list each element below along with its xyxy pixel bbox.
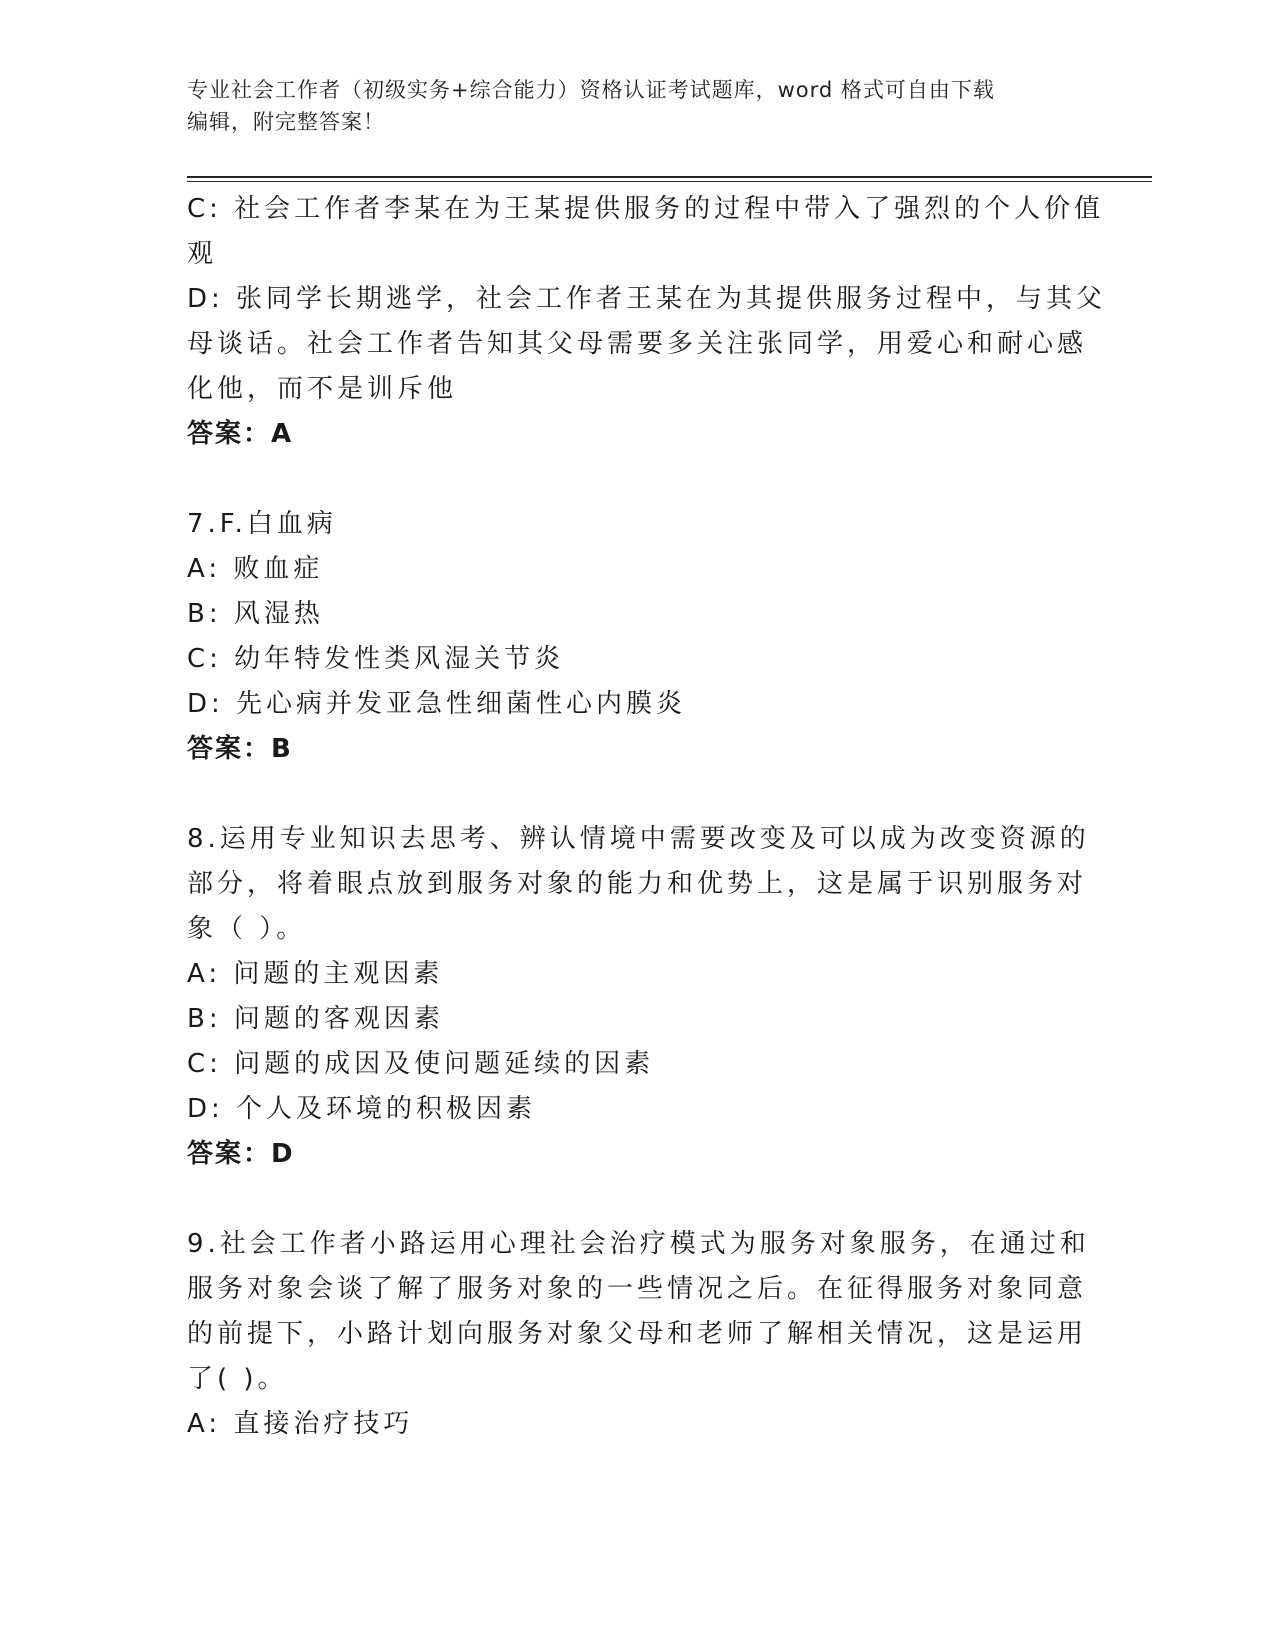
header-line-2: 编辑，附完整答案！ <box>187 110 385 134</box>
q8-option-d: D: 个人及环境的积极因素 <box>187 1094 537 1124</box>
q7-option-b: B: 风湿热 <box>187 599 324 629</box>
q8-stem-line-2: 部分，将着眼点放到服务对象的能力和优势上，这是属于识别服务对 <box>187 869 1088 899</box>
q8-option-a: A: 问题的主观因素 <box>187 959 444 989</box>
q9-stem-line-4: 了( )。 <box>187 1364 288 1394</box>
q8-stem-line-1: 8.运用专业知识去思考、辨认情境中需要改变及可以成为改变资源的 <box>187 824 1090 854</box>
spacer <box>187 1177 1107 1222</box>
q8-answer: 答案：D <box>187 1139 295 1169</box>
header-divider <box>187 176 1152 182</box>
q7-answer: 答案：B <box>187 734 293 764</box>
q9-stem-line-1: 9.社会工作者小路运用心理社会治疗模式为服务对象服务，在通过和 <box>187 1229 1090 1259</box>
q6-option-d-line-3: 化他，而不是训斥他 <box>187 374 458 404</box>
q8-option-b: B: 问题的客观因素 <box>187 1004 444 1034</box>
q6-answer: 答案：A <box>187 419 294 449</box>
spacer <box>187 772 1107 817</box>
question-content <box>187 187 1107 1447</box>
q7-option-a: A: 败血症 <box>187 554 324 584</box>
header-line-1: 专业社会工作者（初级实务+综合能力）资格认证考试题库，word 格式可自由下载 <box>187 78 995 102</box>
question-8 <box>187 817 1107 1177</box>
q6-option-c-line-2: 观 <box>187 239 218 269</box>
q6-option-d-line-1: D: 张同学长期逃学，社会工作者王某在为其提供服务过程中，与其父 <box>187 284 1107 314</box>
q9-stem-line-3: 的前提下，小路计划向服务对象父母和老师了解相关情况，这是运用 <box>187 1319 1088 1349</box>
q7-option-c: C: 幼年特发性类风湿关节炎 <box>187 644 565 674</box>
question-9 <box>187 1222 1107 1447</box>
q6-option-d-line-2: 母谈话。社会工作者告知其父母需要多关注张同学，用爱心和耐心感 <box>187 329 1088 359</box>
q8-option-c: C: 问题的成因及使问题延续的因素 <box>187 1049 655 1079</box>
question-6 <box>187 187 1107 457</box>
q9-stem-line-2: 服务对象会谈了解了服务对象的一些情况之后。在征得服务对象同意 <box>187 1274 1088 1304</box>
q7-option-d: D: 先心病并发亚急性细菌性心内膜炎 <box>187 689 687 719</box>
q6-option-c-line-1: C: 社会工作者李某在为王某提供服务的过程中带入了强烈的个人价值 <box>187 194 1105 224</box>
page-header <box>187 74 1087 138</box>
question-7 <box>187 502 1107 772</box>
spacer <box>187 457 1107 502</box>
q8-stem-line-3: 象（ ）。 <box>187 914 307 944</box>
q7-stem: 7.F.白血病 <box>187 509 337 539</box>
q9-option-a: A: 直接治疗技巧 <box>187 1409 414 1439</box>
